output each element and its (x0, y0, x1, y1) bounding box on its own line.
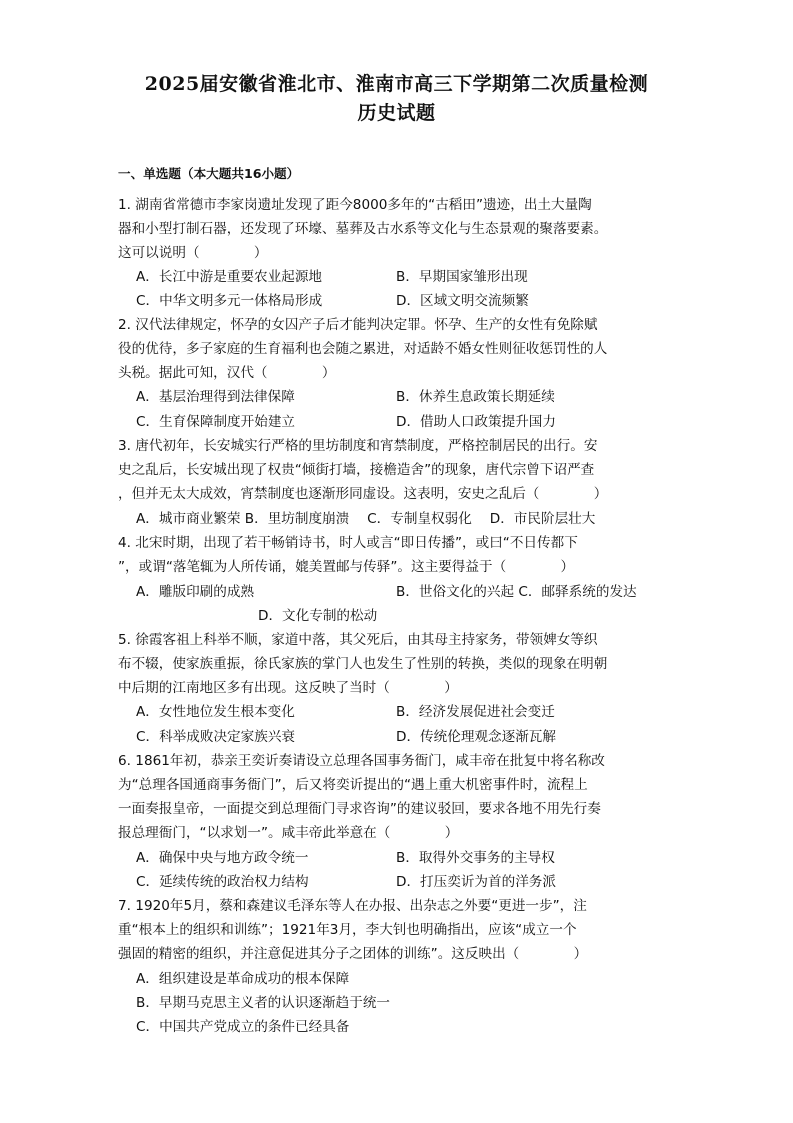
question-2-line-2: 役的优待，多子家庭的生育福利也会随之累进，对适龄不婚女性则征收惩罚性的人 (118, 341, 608, 357)
question-2-line-3: 头税。据此可知，汉代（ ） (118, 365, 336, 381)
question-2-option-a[interactable]: A．基层治理得到法律保障 (136, 389, 295, 405)
question-5-option-a[interactable]: A．女性地位发生根本变化 (136, 704, 295, 720)
question-4-option-a[interactable]: A．雕版印刷的成熟 (136, 584, 255, 600)
question-7-line-3: 强固的精密的组织，并注意促进其分子之团体的训练”。这反映出（ ） (118, 946, 588, 962)
question-7-line-1: 7. 1920年5月，蔡和森建议毛泽东等人在办报、出杂志之外要“更进一步”，注 (118, 898, 587, 914)
question-6-option-b[interactable]: B．取得外交事务的主导权 (396, 850, 555, 866)
question-1-line-1: 1. 湖南省常德市李家岗遗址发现了距今8000多年的“古稻田”遗迹，出土大量陶 (118, 197, 592, 213)
question-6-option-d[interactable]: D．打压奕䜣为首的洋务派 (396, 874, 556, 890)
question-3-line-3: ，但并无太大成效，宵禁制度也逐渐形同虚设。这表明，安史之乱后（ ） (118, 486, 608, 502)
question-5-line-2: 布不辍，使家族重振，徐氏家族的掌门人也发生了性别的转换，类似的现象在明朝 (118, 656, 608, 672)
question-1-line-3: 这可以说明（ ） (118, 245, 268, 261)
question-3-line-2: 史之乱后，长安城出现了权贵“倾街打墙，接檐造舍”的现象，唐代宗曾下诏严查 (118, 462, 595, 478)
question-4-line-1: 4. 北宋时期，出现了若干畅销诗书，时人或言“即日传播”，或曰“不日传都下 (118, 535, 578, 551)
question-6-line-2: 为“总理各国通商事务衙门”，后又将奕䜣提出的“遇上重大机密事件时，流程上 (118, 777, 588, 793)
question-7-option-a[interactable]: A．组织建设是革命成功的根本保障 (136, 971, 350, 987)
question-2-option-d[interactable]: D．借助人口政策提升国力 (396, 414, 556, 430)
question-5-line-1: 5. 徐霞客祖上科举不顺，家道中落，其父死后，由其母主持家务，带领婢女等织 (118, 632, 598, 648)
question-5-option-c[interactable]: C．科举成败决定家族兴衰 (136, 729, 296, 745)
question-1-option-c[interactable]: C．中华文明多元一体格局形成 (136, 293, 323, 309)
question-2-option-c[interactable]: C．生育保障制度开始建立 (136, 414, 296, 430)
question-1-option-a[interactable]: A．长江中游是重要农业起源地 (136, 269, 323, 285)
question-4-option-d[interactable]: D．文化专制的松动 (258, 608, 378, 624)
exam-subtitle: 历史试题 (357, 102, 436, 124)
question-4-line-2: ”，或谓“落笔辄为人所传诵，媲美置邮与传驿”。这主要得益于（ ） (118, 559, 575, 575)
question-6-line-4: 报总理衙门，“以求划一”。咸丰帝此举意在（ ） (118, 825, 459, 841)
question-4-option-bc[interactable]: B．世俗文化的兴起 C．邮驿系统的发达 (396, 584, 637, 600)
question-7-option-c[interactable]: C．中国共产党成立的条件已经具备 (136, 1019, 350, 1035)
question-5-option-b[interactable]: B．经济发展促进社会变迁 (396, 704, 555, 720)
question-7-line-2: 重“根本上的组织和训练”；1921年3月，李大钊也明确指出，应该“成立一个 (118, 922, 577, 938)
question-1-option-d[interactable]: D．区域文明交流频繁 (396, 293, 529, 309)
question-6-line-3: 一面奏报皇帝，一面提交到总理衙门寻求咨询”的建议驳回，要求各地不用先行奏 (118, 801, 601, 817)
exam-title: 2025届安徽省淮北市、淮南市高三下学期第二次质量检测 (144, 73, 649, 95)
question-1-option-b[interactable]: B．早期国家雏形出现 (396, 269, 528, 285)
question-2-line-1: 2. 汉代法律规定，怀孕的女囚产子后才能判决定罪。怀孕、生产的女性有免除赋 (118, 317, 598, 333)
section-heading: 一、单选题（本大题共16小题） (118, 166, 300, 181)
question-5-line-3: 中后期的江南地区多有出现。这反映了当时（ ） (118, 680, 458, 696)
question-3-line-1: 3. 唐代初年，长安城实行严格的里坊制度和宵禁制度，严格控制居民的出行。安 (118, 438, 598, 454)
question-1-line-2: 器和小型打制石器，还发现了环壕、墓葬及古水系等文化与生态景观的聚落要素。 (118, 221, 608, 237)
question-5-option-d[interactable]: D．传统伦理观念逐渐瓦解 (396, 729, 556, 745)
question-6-option-a[interactable]: A．确保中央与地方政令统一 (136, 850, 309, 866)
question-3-options[interactable]: A．城市商业繁荣 B．里坊制度崩溃 C．专制皇权弱化 D．市民阶层壮大 (136, 511, 596, 527)
question-7-option-b[interactable]: B．早期马克思主义者的认识逐渐趋于统一 (136, 995, 391, 1011)
question-2-option-b[interactable]: B．休养生息政策长期延续 (396, 389, 555, 405)
question-6-option-c[interactable]: C．延续传统的政治权力结构 (136, 874, 309, 890)
question-6-line-1: 6. 1861年初，恭亲王奕䜣奏请设立总理各国事务衙门，咸丰帝在批复中将名称改 (118, 753, 605, 769)
